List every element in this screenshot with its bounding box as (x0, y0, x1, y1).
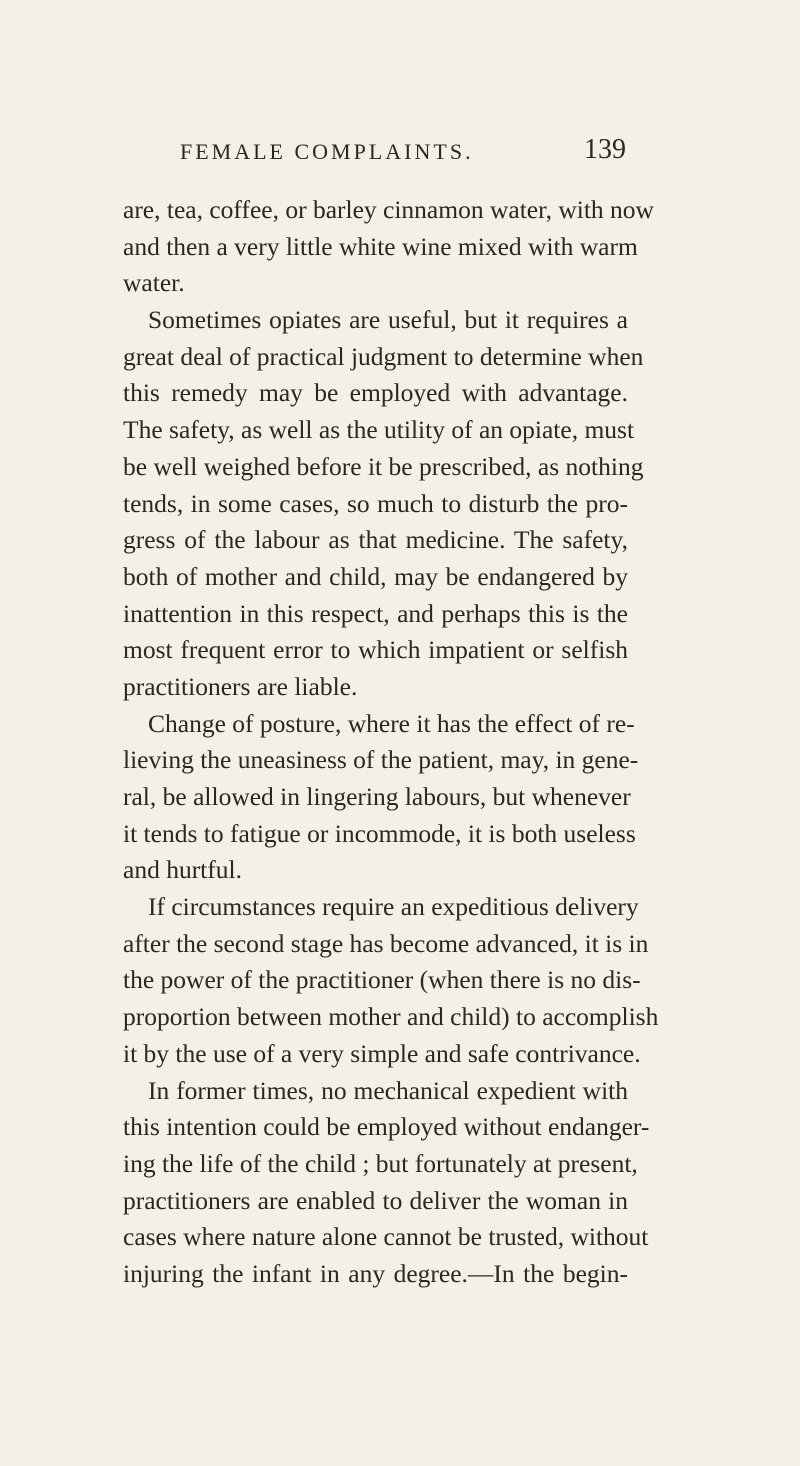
text-line: and then a very little white wine mixed with warm (123, 231, 638, 261)
text-line: great deal of practical judgment to determine when (123, 341, 644, 371)
text-line: injuring the infant in any degree.—In the begin- (123, 1258, 628, 1288)
text-line: and hurtful. (123, 855, 242, 885)
text-line: Sometimes opiates are useful, but it requires a (148, 305, 628, 335)
text-line: it by the use of a very simple and safe contrivance. (123, 1038, 641, 1068)
text-line: this remedy may be employed with advantage. (123, 378, 628, 408)
text-line: practitioners are liable. (123, 671, 358, 701)
text-line: be well weighed before it be prescribed, as nothing (123, 451, 644, 481)
text-line: proportion between mother and child) to accomplish (123, 1002, 659, 1032)
text-line: practitioners are enabled to deliver the woman in (123, 1185, 628, 1215)
text-line: If circumstances require an expeditious delivery (148, 892, 639, 922)
running-title: FEMALE COMPLAINTS. (180, 139, 474, 164)
page-number: 139 (584, 134, 626, 165)
text-line: after the second stage has become advanced, it is in (123, 928, 649, 958)
text-line: it tends to fatigue or incommode, it is both useless (123, 818, 636, 848)
text-line: water. (123, 268, 185, 298)
text-line: Change of posture, where it has the effect of re- (148, 708, 635, 738)
text-line: gress of the labour as that medicine. The safety, (123, 525, 628, 555)
text-line: ing the life of the child ; but fortunately at present, (123, 1148, 638, 1178)
text-line: lieving the uneasiness of the patient, may, in gene- (123, 745, 639, 775)
text-line: both of mother and child, may be endangered by (123, 561, 628, 591)
running-head (180, 136, 626, 168)
text-line: the power of the practitioner (when there is no dis- (123, 965, 641, 995)
text-line: are, tea, coffee, or barley cinnamon water, with now (123, 195, 654, 224)
text-line: In former times, no mechanical expedient with (148, 1075, 628, 1105)
text-line: tends, in some cases, so much to disturb the pro- (123, 488, 628, 518)
text-line: The safety, as well as the utility of an opiate, must (123, 415, 635, 445)
text-line: inattention in this respect, and perhaps this is the (123, 598, 628, 628)
body-text (123, 192, 659, 1293)
text-line: this intention could be employed without endanger- (123, 1112, 650, 1142)
text-line: cases where nature alone cannot be trusted, without (123, 1222, 649, 1252)
text-line: most frequent error to which impatient or selfish (123, 635, 628, 665)
text-line: ral, be allowed in lingering labours, but whenever (123, 782, 631, 811)
